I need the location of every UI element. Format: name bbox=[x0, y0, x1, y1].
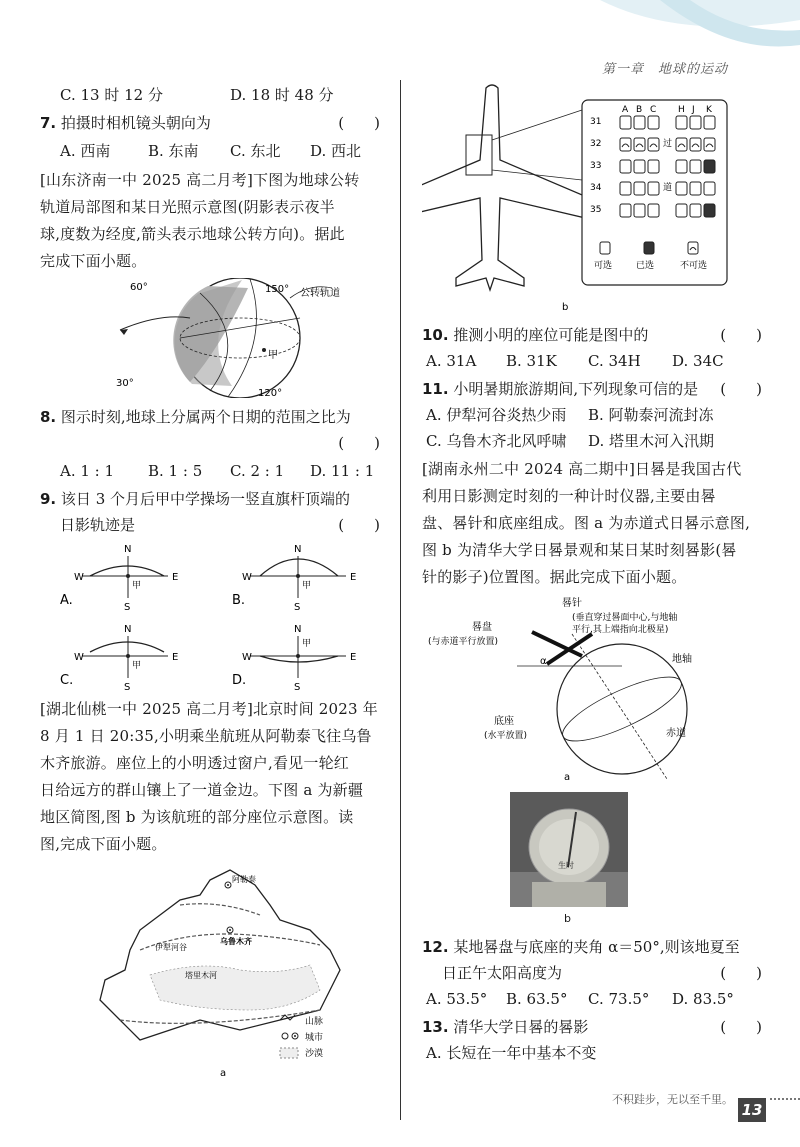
intro3-line: 图 b 为清华大学日晷景观和某日某时刻晷影(晷 bbox=[422, 541, 737, 559]
q11-option-d: D. 塔里木河入汛期 bbox=[588, 432, 715, 450]
q12-option-c: C. 73.5° bbox=[588, 990, 650, 1008]
q8-option-d: D. 11 : 1 bbox=[310, 462, 375, 480]
seat bbox=[690, 160, 701, 173]
globe-label-orbit: 公转轨道 bbox=[300, 288, 340, 299]
q12-text: 某地晷盘与底座的夹角 α＝50°,则该地夏至 bbox=[453, 938, 740, 956]
svg-text:W: W bbox=[74, 652, 84, 663]
sundial-base-note: (水平放置) bbox=[484, 731, 528, 741]
sundial-photo bbox=[510, 792, 628, 907]
seat bbox=[676, 204, 687, 217]
seat bbox=[690, 204, 701, 217]
q7-text: 拍摄时相机镜头朝向为 bbox=[60, 114, 211, 132]
footer-slogan: 不积跬步，无以至千里。 bbox=[612, 1093, 733, 1106]
intro2-line: 木齐旅游。座位上的小明透过窗户,看见一轮红 bbox=[40, 754, 349, 772]
q12-answer-bracket: ( ) bbox=[720, 964, 762, 982]
airplane-drawing bbox=[422, 85, 594, 290]
svg-text:N: N bbox=[124, 544, 132, 555]
sundial-label-base: 底座 bbox=[494, 716, 514, 727]
intro3-line: 针的影子)位置图。据此完成下面小题。 bbox=[422, 568, 687, 586]
svg-text:甲: 甲 bbox=[132, 581, 142, 591]
q9-stem-2 bbox=[40, 514, 380, 536]
sundial-label-pan: 晷盘 bbox=[472, 622, 492, 633]
q11-stem bbox=[422, 378, 762, 400]
seat bbox=[690, 182, 701, 195]
intro3-line: 利用日影测定时刻的一种计时仪器,主要由晷 bbox=[422, 487, 716, 505]
svg-text:甲: 甲 bbox=[132, 661, 142, 671]
q11-option-b: B. 阿勒泰河流封冻 bbox=[588, 406, 714, 424]
q13-answer-bracket: ( ) bbox=[720, 1018, 762, 1036]
q8-stem bbox=[40, 406, 380, 428]
q8-text: 图示时刻,地球上分属两个日期的范围之比为 bbox=[60, 408, 351, 426]
seat-legend-free: 可选 bbox=[594, 261, 613, 271]
svg-text:E: E bbox=[172, 572, 179, 583]
q6-option-d: D. 18 时 48 分 bbox=[230, 86, 334, 104]
q13-stem bbox=[422, 1016, 762, 1038]
q9-label-a: A. bbox=[60, 593, 73, 608]
seat-row-34: 34 bbox=[590, 183, 602, 193]
q9-label-b: B. bbox=[232, 593, 246, 608]
q8-option-b: B. 1 : 5 bbox=[148, 462, 203, 480]
photo-caption: b bbox=[564, 912, 571, 925]
q12-stem bbox=[422, 936, 762, 958]
svg-text:N: N bbox=[294, 544, 302, 555]
seat bbox=[676, 116, 687, 129]
intro2-line: 8 月 1 日 20:35,小明乘坐航班从阿勒泰飞往乌鲁 bbox=[40, 727, 372, 745]
seat-col-k: K bbox=[706, 105, 712, 115]
svg-text:E: E bbox=[172, 652, 179, 663]
svg-text:N: N bbox=[294, 624, 302, 635]
svg-text:甲: 甲 bbox=[302, 581, 312, 591]
intro2-line: 图,完成下面小题。 bbox=[40, 835, 167, 853]
seat-map-figure bbox=[422, 80, 762, 320]
q10-option-a: A. 31A bbox=[426, 352, 477, 370]
q11-number: 11. bbox=[422, 380, 449, 398]
q9-label-d: D. bbox=[232, 673, 247, 688]
q9-stem bbox=[40, 488, 380, 510]
chapter-header: 第一章 地球的运动 bbox=[601, 62, 728, 77]
footer-dots bbox=[770, 1098, 800, 1102]
svg-text:N: N bbox=[124, 624, 132, 635]
seat bbox=[704, 160, 715, 173]
seat bbox=[648, 204, 659, 217]
sundial-label-equator: 赤道 bbox=[666, 728, 686, 739]
intro1-line: 球,度数为经度,箭头表示地球公转方向)。据此 bbox=[40, 225, 345, 243]
q6-option-c: C. 13 时 12 分 bbox=[60, 86, 163, 104]
seat bbox=[676, 160, 687, 173]
intro3-line: 盘、晷针和底座组成。图 a 为赤道式日晷示意图, bbox=[422, 514, 751, 532]
q9-number: 9. bbox=[40, 490, 57, 508]
q8-number: 8. bbox=[40, 408, 57, 426]
q9-diagram-c bbox=[74, 624, 178, 692]
q8-option-a: A. 1 : 1 bbox=[60, 462, 115, 480]
svg-text:E: E bbox=[350, 572, 357, 583]
q9-diagram-b bbox=[242, 544, 356, 613]
q9-diagram-a bbox=[74, 544, 178, 613]
intro2-line: 日给远方的群山镶上了一道金边。下图 a 为新疆 bbox=[40, 781, 364, 799]
q7-option-b: B. 东南 bbox=[148, 142, 199, 160]
q12-stem-2 bbox=[422, 962, 762, 984]
globe-figure bbox=[100, 278, 360, 398]
globe-label-30: 30° bbox=[116, 378, 134, 389]
q7-answer-bracket: ( ) bbox=[338, 114, 380, 132]
q11-text: 小明暑期旅游期间,下列现象可信的是 bbox=[453, 380, 699, 398]
svg-text:E: E bbox=[350, 652, 357, 663]
intro2-line: 地区简图,图 b 为该航班的部分座位示意图。读 bbox=[40, 808, 354, 826]
q9-diagram-d bbox=[242, 624, 356, 692]
globe-label-120: 120° bbox=[258, 388, 283, 398]
seat-col-j: J bbox=[692, 105, 695, 115]
q11-option-a: A. 伊犁河谷炎热少雨 bbox=[426, 406, 567, 424]
q10-option-b: B. 31K bbox=[506, 352, 557, 370]
map-label-urumqi: 乌鲁木齐 bbox=[220, 937, 252, 946]
seat bbox=[620, 182, 631, 195]
sundial-pan-note: (与赤道平行放置) bbox=[428, 637, 499, 647]
column-divider bbox=[400, 80, 401, 1120]
svg-text:甲: 甲 bbox=[302, 639, 312, 649]
sundial-zhen-note1: (垂直穿过晷面中心,与地轴 bbox=[572, 613, 678, 623]
seat bbox=[676, 182, 687, 195]
svg-text:W: W bbox=[242, 652, 252, 663]
seat-row-35: 35 bbox=[590, 205, 602, 215]
seat bbox=[690, 116, 701, 129]
seat bbox=[634, 204, 645, 217]
svg-text:W: W bbox=[242, 572, 252, 583]
sundial-caption: a bbox=[564, 772, 571, 783]
intro2-line: [湖北仙桃一中 2025 高二月考]北京时间 2023 年 bbox=[40, 700, 378, 718]
sundial-diagram bbox=[422, 594, 762, 784]
q12-number: 12. bbox=[422, 938, 449, 956]
seat-row-32: 32 bbox=[590, 139, 602, 149]
q10-answer-bracket: ( ) bbox=[720, 326, 762, 344]
q7-stem bbox=[40, 112, 380, 134]
seat-col-h: H bbox=[678, 105, 685, 115]
map-label-yili: 伊犁河谷 bbox=[155, 943, 187, 952]
seat bbox=[648, 182, 659, 195]
seat bbox=[620, 160, 631, 173]
seat bbox=[648, 160, 659, 173]
globe-label-60: 60° bbox=[130, 282, 148, 293]
seat bbox=[634, 160, 645, 173]
seat-legend-unavailable: 不可选 bbox=[680, 261, 708, 271]
page-number: 13 bbox=[738, 1098, 766, 1122]
map-label-altay: 阿勒泰 bbox=[232, 875, 256, 884]
q12-option-a: A. 53.5° bbox=[426, 990, 488, 1008]
intro1-line: [山东济南一中 2025 高二月考]下图为地球公转 bbox=[40, 171, 360, 189]
seat-col-a: A bbox=[622, 105, 629, 115]
q8-answer-bracket: ( ) bbox=[338, 434, 380, 452]
map-legend-mountain: 山脉 bbox=[305, 1017, 324, 1027]
map-legend-desert: 沙漠 bbox=[305, 1049, 324, 1059]
q11-answer-bracket: ( ) bbox=[720, 380, 762, 398]
intro1-line: 轨道局部图和某日光照示意图(阴影表示夜半 bbox=[40, 198, 335, 216]
q9-text: 该日 3 个月后甲中学操场一竖直旗杆顶端的 bbox=[60, 490, 351, 508]
q10-number: 10. bbox=[422, 326, 449, 344]
seat bbox=[634, 182, 645, 195]
seat bbox=[704, 182, 715, 195]
q8-option-c: C. 2 : 1 bbox=[230, 462, 285, 480]
q10-text: 推测小明的座位可能是图中的 bbox=[453, 326, 649, 344]
sundial-label-zhen: 晷针 bbox=[562, 598, 582, 609]
q10-stem bbox=[422, 324, 762, 346]
seat bbox=[634, 116, 645, 129]
aisle-label-2: 道 bbox=[663, 183, 673, 193]
sundial-label-axis: 地轴 bbox=[672, 654, 692, 665]
seat-col-b: B bbox=[636, 105, 643, 115]
seat-legend-chosen: 已选 bbox=[636, 261, 655, 271]
svg-text:S: S bbox=[124, 602, 131, 613]
q10-option-d: D. 34C bbox=[672, 352, 724, 370]
seat-caption: b bbox=[562, 302, 569, 313]
q11-option-c: C. 乌鲁木齐北风呼啸 bbox=[426, 432, 567, 450]
seat bbox=[704, 116, 715, 129]
globe-label-jia: 甲 bbox=[268, 350, 278, 361]
q9-answer-bracket: ( ) bbox=[338, 516, 380, 534]
aisle-label-1: 过 bbox=[663, 139, 673, 149]
q9-diagrams bbox=[60, 542, 380, 692]
q9-label-c: C. bbox=[60, 673, 74, 688]
intro3-line: [湖南永州二中 2024 高二期中]日晷是我国古代 bbox=[422, 460, 742, 478]
q9-text-2: 日影轨迹是 bbox=[60, 516, 136, 534]
seat bbox=[620, 204, 631, 217]
svg-text:W: W bbox=[74, 572, 84, 583]
q7-number: 7. bbox=[40, 114, 57, 132]
svg-text:S: S bbox=[294, 682, 301, 692]
xinjiang-map bbox=[80, 860, 380, 1080]
svg-text:S: S bbox=[294, 602, 301, 613]
map-label-tarim: 塔里木河 bbox=[185, 971, 217, 980]
q12-text-2: 日正午太阳高度为 bbox=[442, 964, 563, 982]
seat-row-33: 33 bbox=[590, 161, 602, 171]
map-legend-city: 城市 bbox=[305, 1033, 324, 1043]
globe-label-150: 150° bbox=[265, 284, 290, 295]
q7-option-a: A. 西南 bbox=[60, 142, 111, 160]
sundial-alpha: α bbox=[540, 656, 547, 667]
seat-row-31: 31 bbox=[590, 117, 602, 127]
q13-text: 清华大学日晷的晷影 bbox=[453, 1018, 589, 1036]
seat bbox=[620, 116, 631, 129]
map-caption: a bbox=[220, 1068, 227, 1079]
seat bbox=[704, 204, 715, 217]
q13-number: 13. bbox=[422, 1018, 449, 1036]
intro1-line: 完成下面小题。 bbox=[40, 252, 147, 270]
q12-option-d: D. 83.5° bbox=[672, 990, 734, 1008]
sundial-zhen-note2: 平行,其上端指向北极星) bbox=[572, 625, 669, 635]
corner-decoration bbox=[540, 0, 800, 60]
q7-option-d: D. 西北 bbox=[310, 142, 362, 160]
q13-option-a: A. 长短在一年中基本不变 bbox=[426, 1044, 597, 1062]
q10-option-c: C. 34H bbox=[588, 352, 641, 370]
q12-option-b: B. 63.5° bbox=[506, 990, 568, 1008]
svg-text:S: S bbox=[124, 682, 131, 692]
q7-option-c: C. 东北 bbox=[230, 142, 281, 160]
seat bbox=[648, 116, 659, 129]
photo-label: 生时 bbox=[558, 861, 574, 870]
seat-col-c: C bbox=[650, 105, 657, 115]
